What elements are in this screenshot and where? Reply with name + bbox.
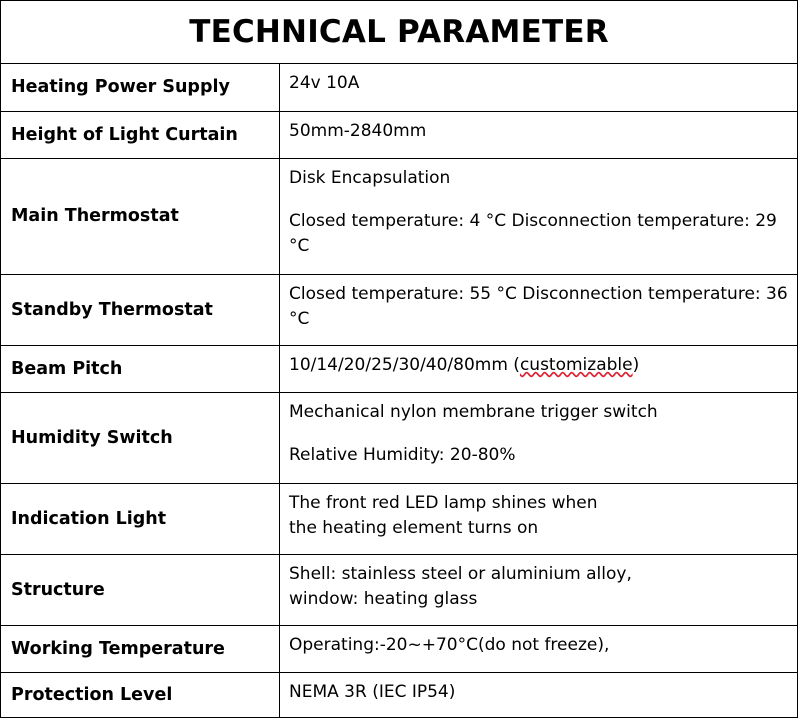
parameter-table [1, 64, 797, 717]
table-row [1, 625, 797, 672]
table-row [1, 64, 797, 111]
spellcheck-flagged-word: customizable [519, 354, 633, 375]
parameter-name: Working Temperature [1, 625, 280, 672]
value-text: ) [632, 354, 640, 375]
parameter-value: 24v 10A [280, 64, 798, 111]
parameter-value: NEMA 3R (IEC IP54) [280, 672, 798, 717]
table-row [1, 274, 797, 345]
table-row [1, 111, 797, 158]
parameter-name: Heating Power Supply [1, 64, 280, 111]
parameter-value [280, 483, 798, 554]
table-row [1, 554, 797, 625]
parameter-value: 50mm-2840mm [280, 111, 798, 158]
value-line: window: heating glass [289, 588, 478, 609]
table-row [1, 483, 797, 554]
parameter-value [280, 158, 798, 274]
parameter-name: Protection Level [1, 672, 280, 717]
value-paragraph: Closed temperature: 4 °C Disconnection temperature: 29 °C [289, 210, 777, 256]
parameter-value: Closed temperature: 55 °C Disconnection temperature: 36 °C [280, 274, 798, 345]
parameter-name: Humidity Switch [1, 392, 280, 483]
parameter-name: Standby Thermostat [1, 274, 280, 345]
value-paragraph: Mechanical nylon membrane trigger switch [289, 401, 658, 422]
parameter-name: Beam Pitch [1, 345, 280, 392]
parameter-name: Height of Light Curtain [1, 111, 280, 158]
parameter-value [280, 392, 798, 483]
parameter-value [280, 345, 798, 392]
parameter-name: Indication Light [1, 483, 280, 554]
table-row [1, 345, 797, 392]
table-row [1, 158, 797, 274]
value-line: The front red LED lamp shines when [289, 492, 598, 513]
value-line: Shell: stainless steel or aluminium alloy, [289, 563, 632, 584]
page-title: TECHNICAL PARAMETER [1, 1, 797, 64]
value-text: 10/14/20/25/30/40/80mm ( [289, 354, 520, 375]
parameter-name: Main Thermostat [1, 158, 280, 274]
parameter-value: Operating:-20~+70°C(do not freeze), [280, 625, 798, 672]
table-row [1, 672, 797, 717]
value-paragraph: Disk Encapsulation [289, 167, 451, 188]
value-line: the heating element turns on [289, 517, 539, 538]
parameter-value [280, 554, 798, 625]
parameter-name: Structure [1, 554, 280, 625]
table-row [1, 392, 797, 483]
value-paragraph: Relative Humidity: 20-80% [289, 444, 516, 465]
